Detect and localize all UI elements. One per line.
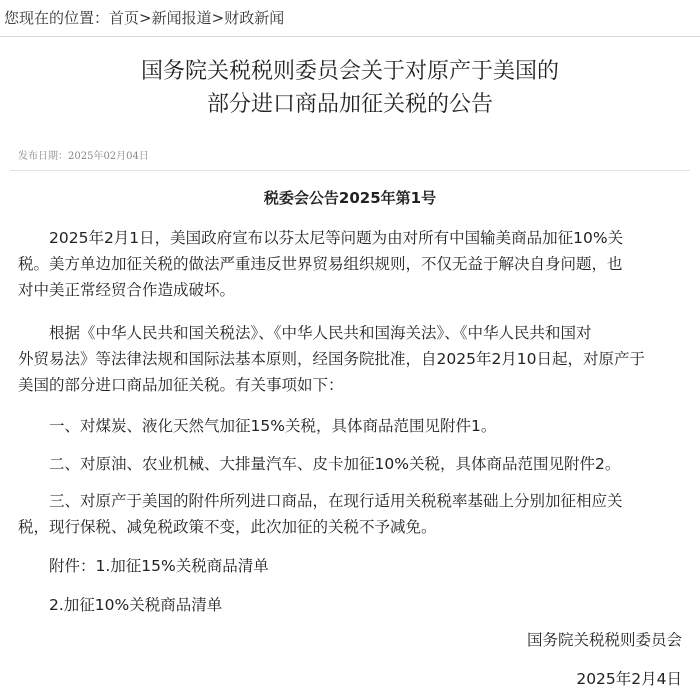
paragraph-3-line: 三、对原产于美国的附件所列进口商品，在现行适用关税税率基础上分别加征相应关 xyxy=(18,492,623,510)
list-item-1: 一、对煤炭、液化天然气加征15%关税，具体商品范围见附件1。 xyxy=(18,417,497,435)
attachments-label: 附件： xyxy=(18,557,96,575)
paragraph-2-line: 美国的部分进口商品加征关税。有关事项如下： xyxy=(18,376,344,394)
breadcrumb-link-news[interactable]: 新闻报道 xyxy=(151,9,212,27)
breadcrumb-separator: > xyxy=(211,9,225,27)
paragraph-2-line: 根据《中华人民共和国关税法》、《中华人民共和国海关法》、《中华人民共和国对 xyxy=(18,324,592,342)
breadcrumb-link-home[interactable]: 首页 xyxy=(109,9,140,27)
paragraph-3-line: 税，现行保税、减免税政策不变，此次加征的关税不予减免。 xyxy=(18,518,437,536)
attachment-2-title: 2.加征10%关税商品清单 xyxy=(18,596,223,614)
page-title-line1: 国务院关税税则委员会关于对原产于美国的 xyxy=(140,59,559,84)
breadcrumb-separator: > xyxy=(139,9,152,27)
attachment-1 xyxy=(18,553,269,579)
paragraph-2-line: 外贸易法》等法律法规和国际法基本原则，经国务院批准，自2025年2月10日起，对原产于 xyxy=(18,350,646,368)
attachment-1-title: 1.加征15%关税商品清单 xyxy=(95,557,269,575)
signature-date: 2025年2月4日 xyxy=(576,670,682,688)
paragraph-1 xyxy=(18,225,682,303)
publish-date xyxy=(18,150,149,164)
paragraph-1-line: 税。美方单边加征关税的做法严重违反世界贸易组织规则，不仅无益于解决自身问题，也 xyxy=(18,255,623,273)
breadcrumb-prefix: 您现在的位置： xyxy=(4,9,110,27)
paragraph-3 xyxy=(18,488,682,540)
attachment-2 xyxy=(18,592,222,618)
header-divider xyxy=(0,36,700,37)
list-item-2: 二、对原油、农业机械、大排量汽车、皮卡加征10%关税，具体商品范围见附件2。 xyxy=(18,455,621,473)
page-title-line2: 部分进口商品加征关税的公告 xyxy=(206,92,493,117)
breadcrumb-link-finance-news[interactable]: 财政新闻 xyxy=(224,9,285,27)
paragraph-1-line: 2025年2月1日，美国政府宣布以芬太尼等问题为由对所有中国输美商品加征10%关 xyxy=(18,229,624,247)
breadcrumb xyxy=(4,7,694,29)
signature-organization: 国务院关税税则委员会 xyxy=(526,631,682,649)
publish-date-value: 2025年02月04日 xyxy=(68,151,149,162)
content-divider xyxy=(10,170,690,171)
paragraph-1-line: 对中美正常经贸合作造成破坏。 xyxy=(18,281,236,299)
paragraph-2 xyxy=(18,320,682,398)
page-title xyxy=(0,55,700,121)
notice-number: 税委会公告2025年第1号 xyxy=(263,189,437,207)
publish-date-label: 发布日期： xyxy=(18,151,68,162)
